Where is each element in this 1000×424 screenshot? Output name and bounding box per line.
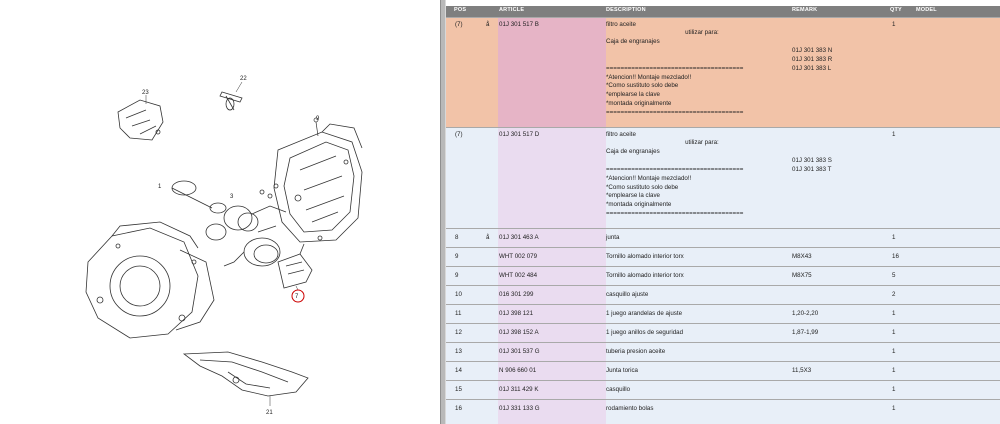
label-1: 1 — [158, 184, 162, 190]
row-qty: 1 — [892, 234, 896, 241]
col-description-header[interactable]: DESCRIPTION — [606, 7, 646, 13]
row-pos: 16 — [455, 405, 462, 412]
row-qty: 2 — [892, 291, 896, 298]
parts-list-panel — [446, 0, 1000, 424]
table-row[interactable] — [446, 228, 1000, 247]
col-article-header[interactable]: ARTICLE — [499, 7, 525, 13]
table-row[interactable] — [446, 380, 1000, 399]
table-row[interactable] — [446, 127, 1000, 228]
part-21-bottom-cover[interactable] — [184, 352, 308, 396]
parts-diagram-panel — [0, 0, 440, 424]
row-description: filtro aceite — [606, 21, 636, 28]
row-pos: 10 — [455, 291, 462, 298]
row-pos: (7) — [455, 21, 463, 28]
row-remark: 1,20-2,20 — [792, 310, 819, 317]
row-qty: 5 — [892, 272, 896, 279]
row-pos: (7) — [455, 131, 463, 138]
row-qty: 1 — [892, 310, 896, 317]
row-pos: 13 — [455, 348, 462, 355]
row-qty: 1 — [892, 21, 896, 28]
table-row[interactable] — [446, 304, 1000, 323]
row-article[interactable]: 016 301 299 — [499, 291, 534, 298]
part-23-bracket[interactable] — [118, 100, 163, 140]
row-remark: 1,87-1,99 — [792, 329, 819, 336]
row-description: Tornillo alomado interior torx — [606, 253, 684, 260]
row-pos: 11 — [455, 310, 462, 317]
gearbox-main-housing[interactable] — [86, 222, 214, 338]
row-qty: 1 — [892, 386, 896, 393]
exploded-parts-diagram — [0, 0, 440, 424]
row-qty: 1 — [892, 405, 896, 412]
table-row[interactable] — [446, 361, 1000, 380]
row-pos: 15 — [455, 386, 462, 393]
row-remark: M8X43 — [792, 253, 812, 260]
row-article[interactable]: 01J 301 517 B — [499, 21, 539, 28]
label-21: 21 — [266, 410, 273, 416]
row-description: tuberia presion aceite — [606, 348, 666, 355]
row-description: casquillo — [606, 386, 631, 393]
row-remark: M8X75 — [792, 272, 812, 279]
col-qty-header[interactable]: QTY — [890, 7, 902, 13]
row-article[interactable]: 01J 311 429 K — [499, 386, 539, 393]
label-22: 22 — [240, 76, 247, 82]
row-description-detail: utilizar para: Caja de engranajes ====================================== *Atencion!! Montaje mezclado!! *Como sustituto solo debe *emplearse la clave *montada originalmente ====================================== — [606, 139, 744, 218]
row-pos: 9 — [455, 253, 459, 260]
table-row[interactable] — [446, 247, 1000, 266]
row-description: 1 juego anillos de seguridad — [606, 329, 684, 336]
col-pos-header[interactable]: POS — [454, 7, 467, 13]
label-23: 23 — [142, 90, 149, 96]
table-row[interactable] — [446, 323, 1000, 342]
part-22-bolt[interactable] — [220, 92, 242, 110]
row-article[interactable]: 01J 301 463 A — [499, 234, 539, 241]
row-description: Tornillo alomado interior torx — [606, 272, 684, 279]
gear-shaft-assembly[interactable] — [172, 181, 286, 266]
row-article[interactable]: WHT 002 079 — [499, 253, 538, 260]
row-qty: 1 — [892, 367, 896, 374]
row-description: junta — [606, 234, 620, 241]
table-row[interactable] — [446, 285, 1000, 304]
row-remark: 11,5X3 — [792, 367, 812, 374]
row-pos: 8 — [455, 234, 459, 241]
row-qty: 16 — [892, 253, 899, 260]
row-qty: 1 — [892, 131, 896, 138]
col-remark-header[interactable]: REMARK — [792, 7, 818, 13]
row-description: 1 juego arandelas de ajuste — [606, 310, 683, 317]
row-article[interactable]: 01J 398 152 A — [499, 329, 539, 336]
label-7: 7 — [295, 294, 299, 300]
label-9: 9 — [316, 116, 320, 122]
table-row[interactable] — [446, 342, 1000, 361]
row-description-detail: utilizar para: Caja de engranajes ====================================== *Atencion!! Montaje mezclado!! *Como sustituto solo debe *emplearse la clave *montada originalmente ====================================== — [606, 29, 744, 117]
row-article[interactable]: WHT 002 484 — [499, 272, 538, 279]
row-marker: å — [486, 21, 490, 28]
gearbox-housing-cover[interactable] — [274, 124, 362, 242]
row-article[interactable]: 01J 301 537 G — [499, 348, 540, 355]
row-remark-detail: 01J 301 383 S 01J 301 383 T — [792, 156, 832, 173]
table-header — [446, 6, 1000, 17]
row-pos: 12 — [455, 329, 462, 336]
row-marker: å — [486, 234, 490, 241]
table-row[interactable] — [446, 399, 1000, 424]
table-row-selected[interactable] — [446, 17, 1000, 127]
col-model-header[interactable]: MODEL — [916, 7, 937, 13]
row-pos: 14 — [455, 367, 462, 374]
row-article[interactable]: N 906 660 01 — [499, 367, 537, 374]
row-description: rodamiento bolas — [606, 405, 654, 412]
row-qty: 1 — [892, 348, 896, 355]
part-7-oil-filter[interactable] — [278, 244, 312, 288]
row-article[interactable]: 01J 398 121 — [499, 310, 534, 317]
row-article[interactable]: 01J 301 517 D — [499, 131, 540, 138]
table-row[interactable] — [446, 266, 1000, 285]
row-qty: 1 — [892, 329, 896, 336]
row-remark-detail: 01J 301 383 N 01J 301 383 R 01J 301 383 L — [792, 46, 833, 72]
row-article[interactable]: 01J 331 133 G — [499, 405, 540, 412]
label-3: 3 — [230, 194, 234, 200]
row-description: filtro aceite — [606, 131, 636, 138]
row-description: Junta torica — [606, 367, 638, 374]
row-description: casquillo ajuste — [606, 291, 649, 298]
row-pos: 9 — [455, 272, 459, 279]
